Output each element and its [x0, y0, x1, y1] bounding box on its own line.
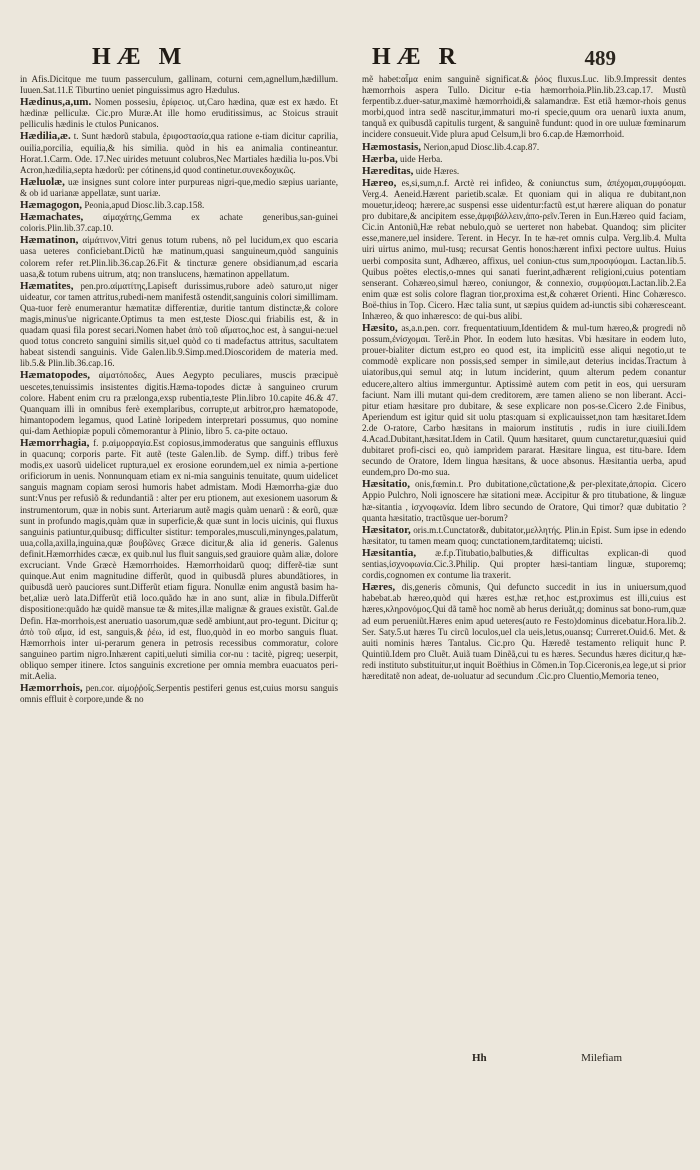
dictionary-entry — [362, 582, 686, 682]
dictionary-entry — [362, 166, 686, 177]
entry-text: onis,fœmin.t. Pro dubitatione,cũctatione,& per-plexitate,ἀπορία. Cicero Appio Pulchro, Noli ignoscere hæ sitationi meæ. Accipitur & pro titubatione, & linguæ hæ-sitantia , ἰσχνοφωνία. Idem libro secundo de Oratore, Qui timor? quæ dubitatio ? quanta hæsitatio, tractũsque uer-borum? — [362, 479, 686, 523]
catchword: Milefiam — [581, 1052, 622, 1064]
entry-text: Peonia,apud Diosc.lib.3.cap.158. — [84, 200, 205, 211]
dictionary-entry — [362, 548, 686, 581]
entry-text: dis,generis cõmunis, Qui defuncto succedit in ius in uniuersum,quod habebat.ab hæreo,quòd qui hæres est,hæ ret,hoc est,proximus est illi,cuius est hæres,κληρονόμος.Qui dã tamẽ hoc nomẽ ab herus deriuãt,q; dominus sat bono-rum,quæ ad eum perueniũt.Hæres enim apud ueteres(auto re Festo)dominus dicebatur.Hora.lib.2. Ser. Saty.5.ut hæres Tu circũ loculos,uel cla ueis,letus,ouansq; Curreret.Ouid.6. Met. & auiti nominis hæres Tantalus. Cic.pro Qu. Hæredẽ testamento reliquit hunc P. Quintiũ.Idem pro Cluẽt. Auiã tuam Dinẽã,cui tu es hæres. Secundus hæres dicitur,q hæ-redi instituto substituitur,ut inquit Boëthius in Cõmen.in Top.Ciceronis,ea lege,ut si prior hæreditatẽ non adeat, de-uoluatur ad secundum .Cic.pro Cluentio,Memoria teneo, — [362, 582, 686, 681]
dictionary-entry — [20, 200, 338, 211]
dictionary-entry — [20, 177, 338, 199]
dictionary-entry — [20, 235, 338, 279]
entry-text: uide Herba. — [400, 153, 443, 164]
entry-headword: Hæluolæ, — [20, 175, 65, 188]
entry-headword: Hæmorrhagia, — [20, 437, 90, 449]
entry-text: Nomen possesiu, ἐρίφειος. ut,Caro hædina, quæ est ex hædo. Et hædinæ pelliculæ. Cic.pro Muræ.At ille homo eruditissimus, ac Stoicus strauit pelliculis hædinis le ctulos Punicanos. — [20, 97, 338, 130]
dictionary-entry — [20, 97, 338, 130]
dictionary-entry — [362, 479, 686, 523]
entry-text: αἱμάτινον,Vitri genus totum rubens, nõ pel lucidum,ex quo escaria uasa ueteres conficiebant.Dictũ hæ matinum,quasi sanguineum,quòd sanguinis colorem refer ret.Plin.lib.36.cap.26.Fit & tincturæ genere obsidianum,ad escaria uasa,& totum rubens uitrum, atq; non translucens, hæmatinon appellatum. — [20, 235, 338, 279]
entry-headword: Hæreditas, — [362, 164, 414, 177]
entry-headword: Hæmagogon, — [20, 199, 83, 212]
entry-text: uæ insignes sunt colore inter purpureas nigri-que,medio sæpius uariante, & ob id uarianæ appellatæ, sunt uariæ. — [20, 176, 338, 198]
dictionary-entry — [20, 281, 338, 370]
entry-headword: Hædinus,a,um. — [20, 96, 92, 109]
entry-text: f. p.αἱμορραγία.Est copiosus,immoderatus que sanguinis effluxus in quacunq; corporis parte. Fit autẽ (teste Galen.lib. de Symp. diff.) tribus ferè modis,ex uasorũ uidelicet ruptura,uel ex erosione eorundem,uel ex nimia a-pertione orificiorum in uenis. Nonnunquam etiam ex ni-mia sanguinis tenuitate, quum uidelicet sanguis magnam copiam serosi humoris habet admistam. Modi Hæmorrha-giæ duo sunt:Vnus per refusiõ & redundantiã : alter per eru ptionem, aut exesionem uasorum & instrumentorum, quæ in nobis sunt. Arteriarum autẽ magis quàm uenarũ : & eorũ, quæ sunt in profundo magis,quàm quæ in superficie,& quæ sunt in locis uicinis, qui fluxus sanguinis patiuntur,quibusq; difficulter sistitur: temporales,musculi,minynges,palatum, uua,colla,axilla,inguina,quæ βουβῶνες Græce dicitur,& alia id generis. Galenus definit.Hæmorrhides cæcæ, ex quib.nul lus fluit sanguis,sed grauiore quàm aliæ, dolore excruciant. Vnde Græcè Hæmorrhoides. Hæmorrhoidarũ quoq; differẽ-tiæ sunt quinque.Aut enim magnitudine differũt, quod in quibusdã plures abundãtiores, in quibusdã uerò pauciores sunt.Differũt etiam figura. Nonullæ enim angustã basim ha-bet,aliæ uerò lata.Differũt etiã loco.quãdo hæ in ano sunt, aliæ in fibula.Differũt dispositione:quãdo hæ quidẽ mansue tæ & mites,illæ malignæ & graues existũt. Gal.de Defin. Hæ-morrhois,est aneruatio uasorum,quæ sedẽ ambiunt,aut pro-tegunt. Dicitur q; ἀπὸ τοῦ αἵμα, id est, sanguis,& ῥέω, id est, fluo,quòd in eo morbo sanguis fluat. Hæmorrhois inter ui-perarum genera in petrosis recessibus commoratur, colore sanguineo partim nigro.Inhærent capiti,ueluti similia cor-nu : tacitè, pigreq; ueserpit, obliquo semper itinere. Ictos sanguinis excretione per omnia membra euacuatos peri-mit.Aelia. — [20, 438, 338, 681]
entry-headword: Hæmatites, — [20, 279, 74, 292]
entry-text: Nerion,apud Diosc.lib.4.cap.87. — [423, 141, 540, 152]
entry-headword: Hæmostasis, — [362, 140, 421, 153]
running-head-left: HÆ M — [92, 44, 188, 70]
entry-headword: Hæsitatio, — [362, 478, 410, 491]
entry-headword: Hæres, — [362, 581, 396, 594]
entry-headword: Hæreo, — [362, 176, 397, 189]
right-column — [362, 74, 686, 1084]
entry-text: es,si,sum,n.f. Arctè rei infideo, & coniunctus sum, ἀπέχομαι,συμφύομαι. Verg.4. Aeneid.Hærent parietib.scalæ. Et quoniam qui in aliqua re dubitant,non mouetur,ideoq; hærere,ac suspensi esse uidentur:factũ est,ut hærere aliquan do ponatur pro dubitare,& ancipitem esse,ἀμφιβάλλειν,ἀπο-ρεῖν.Teren in Eun.Hæreo quid faciam, Cic.in Antoniũ,Hæ rebat nebulo,quò se uerteret non habebat. Quandoq; sim pliciter esse,manere,uel insidere. Terent. in Hecyr. In te hæ-ret omnis culpa. Verg.lib.4. Multa uiri uirtus animo, mul-tusq; recursat Gentis honos:hærent infixi pectore uultus. Huius uerbi composita sunt, Adhæreo, affixus, uel coniun-ctus sum,προσφύομαι. Lactan.lib.5. Quibus poëtes electis,o-mnes qui sanati fuerint,adhærent religioni,cuius potentiam senserant. Cohæreo,simul hæreo, coniungor, & connexio, συμφύομαι.Lactan.lib.2.Ea enim quæ est solis colore flagran tior,proxima est,& cohæret Orienti. Hinc Cohæresco. Boë-thius in Top. Cicero. Hæc talia sunt, ut sæpius quidem ad-iunctis sibi cohæresceant. Inhæreo, & quo inhæresco: de qui-bus alibi. — [362, 177, 686, 321]
dictionary-entry — [20, 74, 338, 96]
entry-headword: Hæsito, — [362, 322, 398, 335]
entry-text: uide Hæres. — [415, 165, 460, 176]
entry-headword: Hærba, — [362, 152, 398, 165]
entry-headword: Hæmorrhois, — [20, 682, 83, 695]
dictionary-entry — [20, 438, 338, 682]
entry-text: in Afis.Dicitque me tuum passerculum, gallinam, coturni cem,agnellum,hædillum. Iuuen.Sat.11.E Tiburtino ueniet pinguissimus agro Hædulus. — [20, 74, 338, 96]
entry-text: oris.m.t.Cunctator&, dubitator,μελλητής. Plin.in Epist. Sum ipse in edendo hæsitator, tu tamen meam quoq; cunctationem,tarditatemq; uicisti. — [362, 524, 686, 546]
entry-text: as,a.n.pen. corr. frequentatiuum,Identidem & mul-tum hæreo,& progredi nõ possum,ἐνίσχομαι. Terẽ.in Phor. In eodem luto hæsitas. Vbi hæsitare in eodem luto, prouer-bialiter dictum est,pro eo quod est, ita implicitũ esse aliqui negotio,ut te commodè explicare non possis,sed semper in simile,aut deterius incidas.Tractum à uiatoribus,qui semul atq; in lutum inciderint, quum alterum pedem conantur educere,altero altius immerguntur. Aptissimè autem com petit in eos, qui uersuram faciunt. Nam illi mutant qui-dem creditorem, ære tamen alieno se non liberant. Acci-pitur etiam hæsitare pro dubitare, & sese explicare non pos-se.Cicero 2.de Finibus, Aperiendum est igitur quid sit uolu ptas:quam si explicauisset,non tam hæsitaret.Idem 2.de O-ratore, Carbo hæsitans in maiorum institutis , rudis in iure ciuili.Idem 4.Acad.Dubitant,hæsitat.Idem in Catil. Quum hæsitaret, quum cunctaretur,quæsiui quid dubitaret profi-cisci eo, quò iamprìdem pararat. Hæsitare lingua, est titu-bare. Idem secundo de Oratore, Idem lingua hæsitans, & uoce absonus. Hæsitantia uerba, apud eundem,pro Do-mo sua. — [362, 323, 686, 478]
dictionary-entry — [362, 178, 686, 322]
dictionary-entry — [362, 154, 686, 165]
entry-headword: Hæmatopodes, — [20, 369, 90, 382]
entry-text: mẽ habet:αἷμα enim sanguinẽ significat.& ῥόος fluxus.Luc. lib.9.Impressit dentes hæmorrhois aspera Tullo. Dicitur e-tia hæmorrhoia.Plin.lib.23.cap.17. Mustũ ferpentib.z.duer-satur,maximè hæmorrhoidi,& salamandræ. Est etiã hæmor-rhois genus morbi,quod intra sedẽ nascitur,immaturi mo-ri specie,quum ora uenarũ iuxta anum, tanquã ex quibusdã capitulis turgent, & sanguinẽ fundunt: quod in ore uuluæ fœminarum incidere consueuit.Vide plura apud Celsum,li bro 6.cap.de Hæmorrhoid. — [362, 74, 686, 140]
dictionary-entry — [20, 131, 338, 175]
entry-headword: Hæmachates, — [20, 211, 84, 224]
entry-text: αἱματόποδες, Aues Aegypto peculiares, muscis præcipuè uescetes,tenuissimis insistentes digitis.Hæma-topodes dictæ à sanguineo crurum colore. Habent enim cru ra prælonga,exsp rubentia,teste Plin.libro 10.capite 46.& 47. Quanquam illi in omnibus ferè exemplaribus, corrupte,ut arbitror,pro hæmatopode, himantopodem legamus, quod Latinè loripedem interpretari possumus, quo nomine qui-dam Aethiopiæ populi cõmemorantur à Plinio, libro 5. ca-pite octauo. — [20, 370, 338, 436]
entry-headword: Hædilia,æ. — [20, 130, 71, 143]
entry-headword: Hæmatinon, — [20, 234, 79, 247]
dictionary-entry — [20, 212, 338, 234]
entry-text: pen.pro.αἱματίτης,Lapiseft durissimus,rubore adeò saturo,ut niger uideatur, cor tamen attritus,rubedi-nem manifestã ostendit,sanguinis colori simillimam. Qua-tuor ferè enumerantur hæmatitæ differentiæ, duritie tantum distinctæ,& colore magis,minus'ue nigricante.Optimus ta men est,teste Diosc.qui friabilis est, & in quadam quasi fila porest secari.Nomen habet ἀπὸ τοῦ αἵματος,hoc est, à sangui-ne:uel quod totus concreto sanguini similis sit,uel quòd co ti madefactus attritus, sacultatem habeat sistendi sanguinis. Vide Galen.lib.9.Simp.med.Dioscoridem de materia med. lib.5.& Plin.lib.36.cap.16. — [20, 280, 338, 369]
page-number: 489 — [584, 46, 616, 70]
entry-headword: Hæsitantia, — [362, 546, 417, 559]
entry-text: pen.cor. αἱμοῤῥοΐς.Serpentis pestiferi genus est,cuius morsu sanguis omnis effluit è corpore,unde & no — [20, 683, 338, 705]
signature-mark: Hh — [472, 1052, 487, 1064]
dictionary-entry — [20, 370, 338, 437]
entry-headword: Hæsitator, — [362, 523, 411, 536]
running-head-right: HÆ R — [372, 44, 462, 70]
left-column — [20, 74, 338, 1084]
dictionary-entry — [362, 74, 686, 141]
dictionary-entry — [20, 683, 338, 705]
entry-text: æ.f.p.Titubatio,balbuties,& difficultas explican-di quod sentias,ἰσχνοφωνία.Cic.3.Philip. Qui propter hæsi-tantiam linguæ, stuporemq; cordis,cognomen ex contume lia traxerit. — [362, 547, 686, 581]
dictionary-entry — [362, 142, 686, 153]
dictionary-entry — [362, 525, 686, 547]
entry-text: t. Sunt hædorũ stabula, ἐριφοστασία,qua ratione e-tiam dicitur caprilia, ouilia,porcilia, equilia,& his similia. quòd in his ea animalia contineantur. Horat.1.Carm. Ode. 17.Nec uirides metuunt colubros,Nec Martiales hædilia lu-pos.Vbi Acron,hædilia,septa hædorũ: per cótinens,id quod continetur.συνεκδοχικῶς. — [20, 131, 338, 175]
entry-text: αἱμαχάτης,Gemma ex achate generibus,san-guinei coloris.Plin.lib.37.cap.10. — [20, 212, 338, 234]
dictionary-entry — [362, 323, 686, 478]
